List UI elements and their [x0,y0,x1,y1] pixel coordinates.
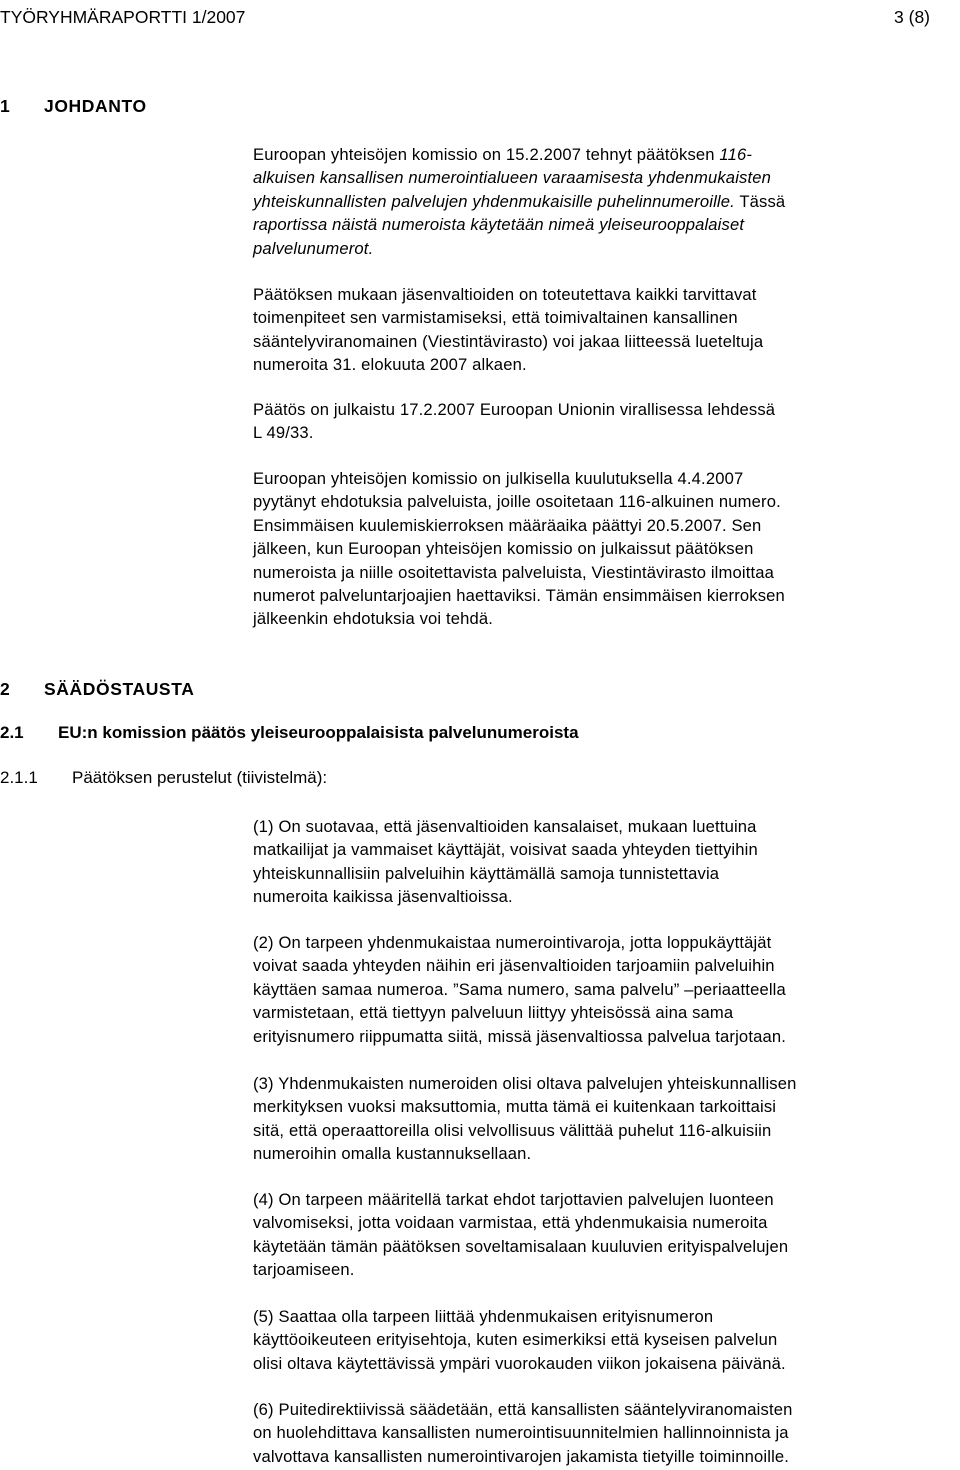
text-line: olisi oltava käytettävissä ympäri vuorokauden viikon jokaisena päivänä. [253,1353,786,1373]
report-title: TYÖRYHMÄRAPORTTI 1/2007 [0,7,246,27]
text-line: jälkeen, kun Euroopan yhteisöjen komissio on julkaissut päätöksen [253,539,754,559]
text-line: sääntelyviranomainen (Viestintävirasto) voi jakaa liitteessä lueteltuja [253,331,764,351]
subsection-title: EU:n komission päätös yleiseurooppalaisista palvelunumeroista [58,723,579,742]
rationale-item-4 [253,1188,960,1282]
text-line: Euroopan yhteisöjen komissio on julkisella kuulutuksella 4.4.2007 [253,469,744,488]
text-line: Ensimmäisen kuulemiskierroksen määräaika päättyi 20.5.2007. Sen [253,515,762,535]
intro-paragraph [253,143,953,260]
italic-term: palvelunumerot [253,238,369,258]
text-line: yhteiskunnallisten palvelujen yhdenmukaisille puhelinnumeroille. [253,191,735,211]
text-line: käytetään tämän päätöksen soveltamisalaan kuuluvien erityispalvelujen [253,1236,789,1256]
text-line: alkuisen kansallisen numerointialueen varaamisesta yhdenmukaisten [253,168,771,188]
rationale-item-1 [253,815,960,909]
text-line: (2) On tarpeen yhdenmukaistaa numerointivaroja, jotta loppukäyttäjät [253,933,772,952]
text-line: numerot palveluntarjoajien haettaviksi. Tämän ensimmäisen kierroksen [253,586,785,606]
text-line: (3) Yhdenmukaisten numeroiden olisi oltava palvelujen yhteiskunnallisen [253,1074,797,1093]
rationale-item-2 [253,931,960,1048]
text-line: käyttäen samaa numeroa. ”Sama numero, sama palvelu” –periaatteella [253,979,786,999]
running-header [0,4,930,30]
subsection-number: 2.1 [0,723,24,742]
italic-term: yleiseurooppalaiset [599,215,745,235]
text-line: valvottava kansallisten numerointivarojen jakamista tietyille toiminnoille. [253,1446,790,1466]
subsubsection-number: 2.1.1 [0,768,38,787]
text-line: matkailijat ja vammaiset käyttäjät, voisivat saada yhteyden tiettyihin [253,840,758,860]
text-line: numeroita kaikissa jäsenvaltioissa. [253,887,513,907]
section-number: 1 [0,96,11,116]
text-line: yhteiskunnallisiin palveluihin käyttämällä samoja tunnistettavia [253,863,720,883]
rationale-item-3 [253,1072,960,1166]
text-line: on huolehdittava kansallisten numerointisuunnitelmien hallinnoinnista ja [253,1423,789,1443]
section-title: SÄÄDÖSTAUSTA [44,679,195,699]
decision-paragraph [253,283,953,377]
text-line: (5) Saattaa olla tarpeen liittää yhdenmukaisen erityisnumeron [253,1307,714,1326]
text-line: L 49/33. [253,423,314,443]
page-number: 3 (8) [894,7,930,27]
section-title: JOHDANTO [44,96,147,116]
text-line: numeroita 31. elokuuta 2007 alkaen. [253,355,527,375]
section-heading-2 [0,677,194,701]
text-line: pyytänyt ehdotuksia palveluista, joille osoitetaan 116-alkuinen numero. [253,492,781,512]
text-line: toimenpiteet sen varmistamiseksi, että toimivaltainen kansallinen [253,308,738,328]
text-line: merkityksen vuoksi maksuttomia, mutta tämä ei kuitenkaan tarkoittaisi [253,1097,777,1117]
text-fragment: 116- [719,145,753,164]
text-line: numeroista ja niille osoitettavista palveluista, Viestintävirasto ilmoittaa [253,562,774,582]
text-line: (4) On tarpeen määritellä tarkat ehdot tarjottavien palvelujen luonteen [253,1190,774,1209]
text-line: (6) Puitedirektiivissä säädetään, että kansallisten sääntelyviranomaisten [253,1400,793,1419]
publication-paragraph [253,398,953,445]
consultation-paragraph [253,467,953,631]
text-line: jälkeenkin ehdotuksia voi tehdä. [253,609,494,629]
text-line: (1) On suotavaa, että jäsenvaltioiden kansalaiset, mukaan luettuina [253,817,757,836]
text-line: valvomiseksi, jotta voidaan varmistaa, että yhdenmukaisia numeroita [253,1213,768,1233]
text-fragment: . [368,238,374,258]
subsubsection-heading [0,766,327,790]
text-line: tarjoamiseen. [253,1260,355,1280]
text-line: Päätöksen mukaan jäsenvaltioiden on toteutettava kaikki tarvittavat [253,285,757,304]
text-line: sitä, että operaattoreilla olisi velvollisuus välittää puhelut 116-alkuisiin [253,1120,772,1140]
section-number: 2 [0,679,11,699]
text-line: varmistetaan, että tiettyyn palveluun liittyy yhteisössä aina sama [253,1003,734,1023]
text-line: erityisnumero riippumatta siitä, missä jäsenvaltiossa palvelua tarjotaan. [253,1026,786,1046]
subsection-heading [0,721,579,745]
subsubsection-title: Päätöksen perustelut (tiivistelmä): [72,768,328,787]
text-line: numeroihin omalla kustannuksellaan. [253,1144,532,1164]
rationale-item-6 [253,1398,960,1468]
text-fragment: raportissa näistä numeroista käytetään nimeä [253,215,600,235]
rationale-item-5 [253,1305,960,1375]
text-line: voivat saada yhteyden näihin eri jäsenvaltioiden tarjoamiin palveluihin [253,956,775,976]
text-line: käyttöoikeuteen erityisehtoja, kuten esimerkiksi että kyseisen palvelun [253,1330,778,1350]
text-line: Euroopan yhteisöjen komissio on 15.2.2007 tehnyt päätöksen [253,145,720,164]
section-heading-1 [0,94,147,118]
text-fragment: Tässä [739,191,786,211]
text-line: Päätös on julkaistu 17.2.2007 Euroopan Unionin virallisessa lehdessä [253,400,776,419]
